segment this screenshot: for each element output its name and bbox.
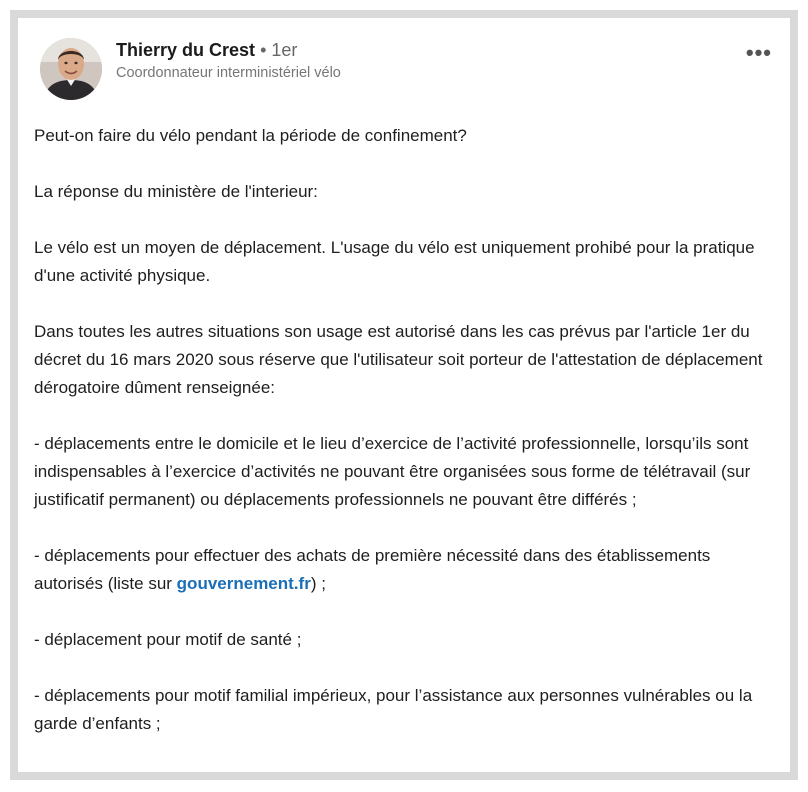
more-options-icon[interactable]: •••: [745, 40, 772, 65]
author-headline: Coordonnateur interministériel vélo: [116, 65, 341, 81]
post-paragraph: La réponse du ministère de l'interieur:: [34, 182, 318, 201]
paragraph-text: - déplacements pour effectuer des achats de première nécessité dans des établissements autorisés (liste sur: [34, 546, 711, 593]
post-paragraph: - déplacements entre le domicile et le lieu d’exercice de l’activité professionnelle, lorsqu’ils sont indispensables à l’exercice d’activités ne pouvant être organisées sous forme de télétravail (sur justificatif permanent) ou déplacements professionnels ne pouvant être différés ;: [34, 434, 751, 509]
post-paragraph: - déplacements pour motif familial impérieux, pour l’assistance aux personnes vulnérables ou la garde d’enfants ;: [34, 686, 753, 733]
author-line: [116, 38, 341, 62]
post-card: [18, 18, 790, 772]
author-name[interactable]: Thierry du Crest: [116, 40, 256, 60]
gouvernement-link[interactable]: gouvernement.fr: [176, 574, 311, 593]
connection-degree: • 1er: [260, 40, 298, 60]
paragraph-text: ) ;: [310, 574, 326, 593]
avatar[interactable]: [40, 38, 102, 100]
post-body: [34, 122, 774, 766]
post-paragraph: Le vélo est un moyen de déplacement. L'usage du vélo est uniquement prohibé pour la pratique d'une activité physique.: [34, 238, 755, 285]
post-header: [32, 36, 776, 96]
post-paragraph: Peut-on faire du vélo pendant la période de confinement?: [34, 126, 467, 145]
post-paragraph-with-link: [34, 542, 774, 598]
post-paragraph: - déplacement pour motif de santé ;: [34, 630, 302, 649]
author-meta: [116, 38, 341, 83]
screenshot-frame: [10, 10, 798, 780]
avatar-photo: [40, 38, 102, 100]
post-paragraph: Dans toutes les autres situations son usage est autorisé dans les cas prévus par l'article 1er du décret du 16 mars 2020 sous réserve que l'utilisateur soit porteur de l'attestation de déplacement dérogatoire dûment renseignée:: [34, 322, 763, 397]
